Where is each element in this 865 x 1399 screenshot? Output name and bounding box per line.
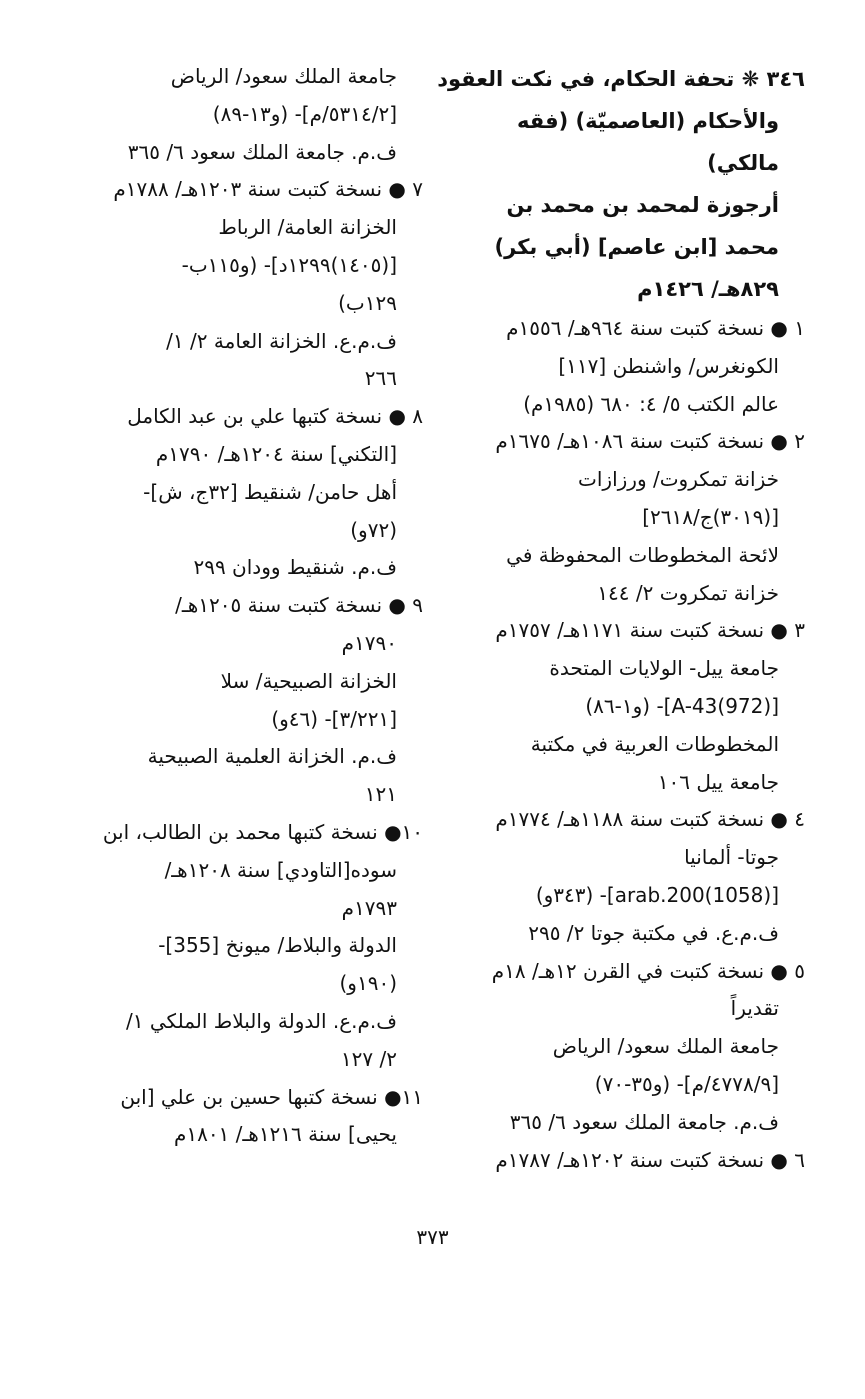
copy-reference: جامعة ييل ١٠٦ <box>657 769 779 794</box>
copy-reference: ف.م. الخزانة العلمية الصبيحية <box>147 744 397 769</box>
copy-entry: ١٠● نسخة كتبها محمد بن الطالب، ابن <box>102 819 423 844</box>
copy-entry: ١١● نسخة كتبها حسين بن علي [ابن <box>120 1084 423 1109</box>
copy-location: جوتا- ألمانيا <box>684 845 779 870</box>
copy-location: الدولة والبلاط/ ميونخ [355]- <box>158 933 397 958</box>
entry-author-line: محمد [ابن عاصم] (أبي بكر) <box>494 235 779 259</box>
copy-entry-continuation: [التكني] سنة ١٢٠٤هـ/ ١٧٩٠م <box>155 441 397 466</box>
copy-reference: ف.م. جامعة الملك سعود ٦/ ٣٦٥ <box>509 1109 779 1134</box>
copy-entry-continuation: يحيى] سنة ١٢١٦هـ/ ١٨٠١م <box>173 1122 397 1147</box>
copy-shelfmark-continuation: ١٢٩ب) <box>338 290 397 315</box>
right-column <box>437 58 805 1179</box>
left-column <box>78 58 423 1154</box>
copy-entry: ٢ ● نسخة كتبت سنة ١٠٨٦هـ/ ١٦٧٥م <box>495 429 805 454</box>
copy-entry-continuation: ١٧٩٠م <box>341 630 397 655</box>
copy-location: أهل حامن/ شنقيط [٣٢ج، ش]- <box>143 479 397 504</box>
copy-entry: ٤ ● نسخة كتبت سنة ١١٨٨هـ/ ١٧٧٤م <box>495 807 805 832</box>
copy-shelfmark: [(972)A-43]- (و١-٨٦) <box>585 693 779 718</box>
entry-date-line: ٨٢٩هـ/ ١٤٢٦م <box>637 277 779 301</box>
copy-shelfmark: [٤٧٧٨/٩/م]- (و٣٥-٧٠) <box>594 1071 779 1096</box>
copy-reference: ف.م. شنقيط وودان ٢٩٩ <box>193 555 397 580</box>
copy-location: جامعة الملك سعود/ الرياض <box>552 1034 779 1059</box>
copy-entry: ٣ ● نسخة كتبت سنة ١١٧١هـ/ ١٧٥٧م <box>495 618 805 643</box>
copy-location: الخزانة العامة/ الرباط <box>218 215 397 240</box>
entry-heading-line: والأحكام (العاصميّة) (فقه <box>516 109 779 133</box>
copy-shelfmark: [(٣٠١٩)ج/٢٦١٨] <box>642 504 779 529</box>
copy-reference: لائحة المخطوطات المحفوظة في <box>506 542 779 567</box>
copy-entry: ١ ● نسخة كتبت سنة ٩٦٤هـ/ ١٥٥٦م <box>506 316 805 340</box>
copy-reference: ف.م.ع. الدولة والبلاط الملكي ١/ <box>126 1008 397 1033</box>
copy-reference: المخطوطات العربية في مكتبة <box>530 731 779 756</box>
entry-author-line: أرجوزة لمحمد بن محمد بن <box>506 193 779 217</box>
copy-shelfmark-continuation: (٧٢و) <box>350 517 397 542</box>
copy-reference: ف.م.ع. الخزانة العامة ٢/ ١/ <box>166 328 397 353</box>
copy-shelfmark-continuation: (١٩٠و) <box>339 971 397 996</box>
copy-entry-continuation: سوده[التاودي] سنة ١٢٠٨هـ/ <box>164 857 397 882</box>
copy-reference-continuation: ٢/ ١٢٧ <box>340 1046 397 1071</box>
copy-location: الخزانة الصبيحية/ سلا <box>220 668 397 693</box>
entry-heading-line: ٣٤٦ ❋ تحفة الحكام، في نكت العقود <box>437 67 805 91</box>
copy-location: الكونغرس/ واشنطن [١١٧] <box>558 353 779 378</box>
copy-reference-continuation: ٢٦٦ <box>364 366 397 391</box>
copy-location: جامعة الملك سعود/ الرياض <box>170 64 397 88</box>
copy-shelfmark: [٣/٢٢١]- (٤٦و) <box>271 706 397 731</box>
copy-entry: ٥ ● نسخة كتبت في القرن ١٢هـ/ ١٨م <box>491 958 805 983</box>
entry-heading-line: مالكي) <box>707 151 779 175</box>
copy-entry: ٩ ● نسخة كتبت سنة ١٢٠٥هـ/ <box>175 593 423 618</box>
copy-reference: ف.م.ع. في مكتبة جوتا ٢/ ٢٩٥ <box>528 920 779 945</box>
copy-entry: ٨ ● نسخة كتبها علي بن عبد الكامل <box>127 404 423 429</box>
copy-entry-continuation: تقديراً <box>730 996 779 1021</box>
copy-entry: ٦ ● نسخة كتبت سنة ١٢٠٢هـ/ ١٧٨٧م <box>495 1147 805 1172</box>
copy-reference: خزانة تمكروت ٢/ ١٤٤ <box>597 580 779 605</box>
copy-entry-continuation: ١٧٩٣م <box>341 895 397 920</box>
copy-shelfmark: [(1058)arab.200]- (٣٤٣و) <box>535 882 779 907</box>
copy-reference-continuation: ١٢١ <box>364 782 397 807</box>
copy-entry: ٧ ● نسخة كتبت سنة ١٢٠٣هـ/ ١٧٨٨م <box>113 177 423 202</box>
page-number: ٣٧٣ <box>416 1225 449 1249</box>
copy-reference: ف.م. جامعة الملك سعود ٦/ ٣٦٥ <box>127 139 397 164</box>
copy-location: جامعة ييل- الولايات المتحدة <box>549 656 779 681</box>
copy-location: خزانة تمكروت/ ورزازات <box>578 467 779 492</box>
copy-shelfmark: [(١٤٠٥)١٢٩٩د]- (و١١٥ب- <box>181 252 397 277</box>
copy-reference: عالم الكتب ٥/ ٤: ٦٨٠ (١٩٨٥م) <box>523 391 779 416</box>
copy-shelfmark: [٥٣١٤/٢/م]- (و١٣-٨٩) <box>212 101 397 126</box>
